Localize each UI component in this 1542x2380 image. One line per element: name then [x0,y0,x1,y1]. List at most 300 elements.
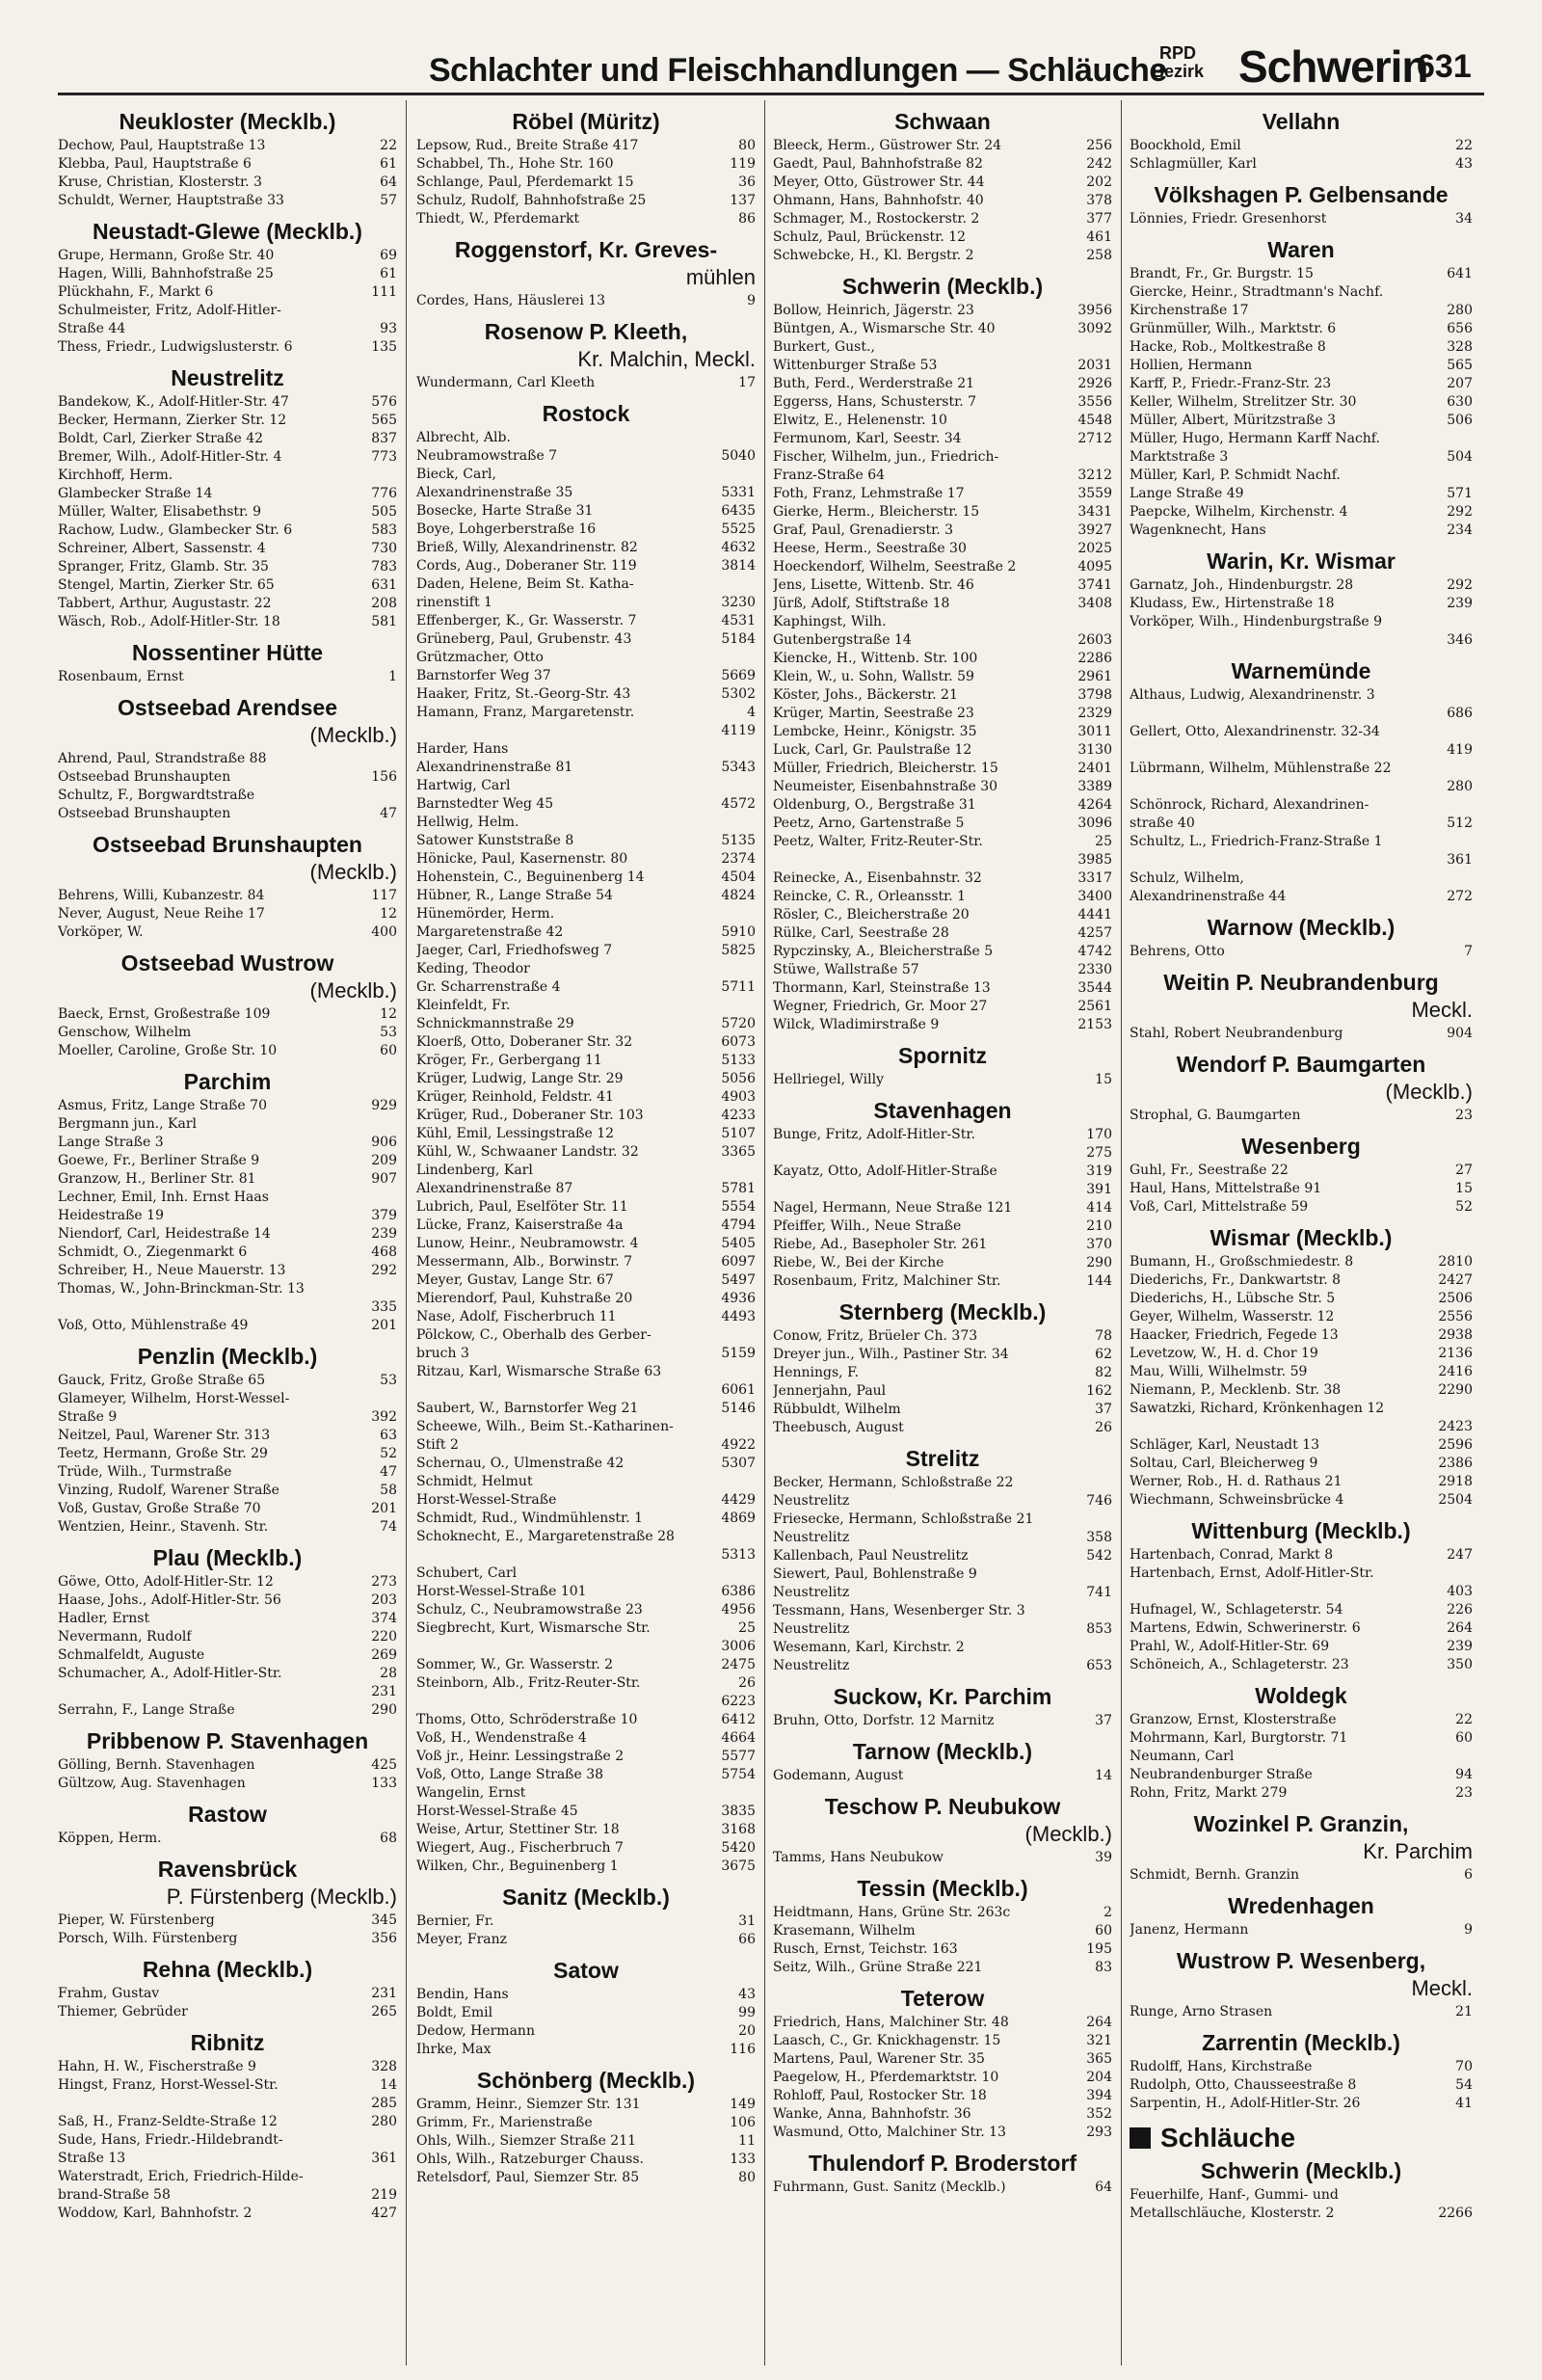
listing-phone: 15 [1455,1181,1473,1196]
listing-row [773,485,1112,503]
town-section [1130,181,1473,228]
listing-row [58,412,397,430]
listing-row [58,1573,397,1591]
listing-row [773,2014,1112,2032]
header-rule [58,93,1484,95]
listing-row [773,137,1112,155]
listing-name: Niemann, P., Mecklenb. Str. 38 [1130,1382,1342,1398]
listing-row [1130,1381,1473,1400]
listing-phone [750,1784,756,1803]
listing-row [416,1821,756,1839]
town-heading: Tarnow (Mecklb.) [852,1739,1033,1764]
listing-row [1130,1107,1473,1125]
listing-name: Schultz, F., Borgwardtstraße [58,788,255,803]
listing-name: Ostseebad Brunshaupten [58,769,231,785]
listing-phone: 3212 [1077,468,1112,483]
town-heading: Rastow [188,1802,267,1827]
listing-row [416,1418,756,1436]
listing-row [773,2179,1112,2197]
listing-row [58,668,397,686]
listing-row [416,923,756,942]
listing-name: Theebusch, August [773,1420,904,1435]
listing-name: Krüger, Rud., Doberaner Str. 103 [416,1108,644,1123]
listing-phone: 2330 [1077,962,1112,977]
listing-row [1130,2058,1473,2076]
listing-phone: 54 [1455,2077,1473,2093]
listing-name: Schabbel, Th., Hohe Str. 160 [416,156,614,172]
listing-phone: 5135 [721,833,756,848]
listing-row [773,375,1112,393]
listing-name: Neubramowstraße 7 [416,448,558,464]
listing-name: Wangelin, Ernst [416,1785,526,1801]
listing-phone [1106,448,1112,467]
listing-phone: 776 [371,486,397,501]
listing-phone: 15 [1095,1072,1112,1087]
listing-name: Voß, Carl, Mittelstraße 59 [1130,1199,1309,1215]
town-heading: Strelitz [905,1446,980,1471]
listing-row [1130,1418,1473,1436]
listing-row [773,1126,1112,1144]
listing-name: Hingst, Franz, Horst-Wessel-Str. [58,2077,279,2093]
listing-phone: 5040 [721,448,756,464]
listing-name: Grimm, Fr., Marienstraße [416,2115,593,2130]
listing-row [416,814,756,832]
listing-name: Lange Straße 3 [58,1135,164,1150]
listing-row [58,1463,397,1482]
listing-name: Rübbuldt, Wilhelm [773,1402,901,1417]
listing-row [416,1766,756,1784]
listing-name: Schmidt, Bernh. Granzin [1130,1867,1299,1883]
listing-name: Lechner, Emil, Inh. Ernst Haas [58,1190,269,1205]
listing-phone: 5825 [721,943,756,958]
listing-name: Lindenberg, Karl [416,1163,533,1178]
listing-name: Diederichs, H., Lübsche Str. 5 [1130,1291,1336,1306]
listing-phone: 4869 [721,1511,756,1526]
listing-row [1130,2095,1473,2113]
listing-phone [750,649,756,667]
listing-name: Thoms, Otto, Schröderstraße 10 [416,1712,638,1727]
listing-phone: 583 [371,522,397,538]
listing-row [773,1419,1112,1437]
listing-name: Bollow, Heinrich, Jägerstr. 23 [773,303,974,318]
listing-name: Voß, Otto, Mühlenstraße 49 [58,1318,249,1333]
listing-row [416,1162,756,1180]
listing-row [773,1767,1112,1785]
listing-phone: 6386 [721,1584,756,1599]
listing-phone: 3544 [1077,980,1112,996]
listing-row [773,540,1112,558]
listing-phone [1106,1474,1112,1492]
listing-row [416,1198,756,1217]
listing-name: Stahl, Robert Neubrandenburg [1130,1026,1343,1041]
listing-name: Conow, Fritz, Brüeler Ch. 373 [773,1328,978,1344]
town-heading: Roggenstorf, Kr. Greves- [454,237,718,262]
listing-row [1130,631,1473,650]
listing-row [416,1931,756,1949]
directory-column-3 [773,104,1112,2365]
listing-row [416,1436,756,1455]
listing-phone: 2926 [1077,376,1112,391]
listing-row [58,265,397,283]
listing-phone: 264 [1086,2015,1112,2030]
listing-phone: 28 [380,1666,397,1681]
listing-phone: 2475 [721,1657,756,1672]
listing-name: Wäsch, Rob., Adolf-Hitler-Str. 18 [58,614,280,629]
listing-phone: 116 [730,2042,756,2057]
listing-phone: 6073 [721,1034,756,1050]
listing-row [58,247,397,265]
listing-phone: 837 [371,431,397,446]
listing-name: Schernau, O., Ulmenstraße 42 [416,1456,625,1471]
listing-name: Lunow, Heinr., Neubramowstr. 4 [416,1236,639,1251]
listing-name: Fermunom, Karl, Seestr. 34 [773,431,962,446]
town-section [1130,1051,1473,1125]
listing-name: Barnstedter Weg 45 [416,796,554,812]
town-section [773,2150,1112,2197]
listing-phone: 391 [1086,1182,1112,1197]
listing-phone: 4572 [721,796,756,812]
listing-phone: 6412 [721,1712,756,1727]
listing-name: Gültzow, Aug. Stavenhagen [58,1776,246,1791]
listing-row [416,137,756,155]
listing-phone [1467,613,1473,631]
listing-name: Glambecker Straße 14 [58,486,213,501]
town-heading: Penzlin (Mecklb.) [137,1344,318,1369]
listing-phone: 47 [380,1464,397,1480]
listing-name: Margaretenstraße 42 [416,924,564,940]
listing-phone: 419 [1447,742,1473,758]
listing-name: Rudolph, Otto, Chausseestraße 8 [1130,2077,1357,2093]
listing-phone: 117 [371,888,397,903]
listing-name: Martens, Paul, Warener Str. 35 [773,2051,985,2067]
listing-name: Alexandrinenstraße 87 [416,1181,573,1196]
listing-name: Gutenbergstraße 14 [773,632,912,648]
listing-row [416,869,756,887]
listing-name: Plückhahn, F., Markt 6 [58,284,214,300]
listing-row [416,447,756,466]
listing-row [1130,1564,1473,1583]
listing-phone: 2374 [721,851,756,867]
listing-phone: 378 [1086,193,1112,208]
listing-phone: 929 [371,1098,397,1113]
listing-row [58,1042,397,1060]
listing-phone: 242 [1086,156,1112,172]
rpd-label [1152,44,1204,81]
listing-name: Wagenknecht, Hans [1130,522,1266,538]
listing-phone: 231 [371,1684,397,1699]
listing-row [1130,2076,1473,2095]
listing-phone: 11 [738,2133,756,2149]
listing-phone: 730 [371,541,397,556]
listing-row [416,740,756,759]
town-section [416,1957,756,2059]
listing-row [58,1646,397,1665]
listing-row [58,1518,397,1537]
listing-name: Bosecke, Harte Straße 31 [416,503,594,519]
listing-row [416,1271,756,1290]
listing-phone: 512 [1447,816,1473,831]
listing-row [416,1711,756,1729]
listing-name: Ritzau, Karl, Wismarsche Straße 63 [416,1364,662,1379]
town-section [1130,657,1473,906]
listing-row [58,1427,397,1445]
listing-name: Bleeck, Herm., Güstrower Str. 24 [773,138,1002,153]
listing-row [416,484,756,502]
listing-phone: 361 [371,2151,397,2166]
listing-row [773,174,1112,192]
listing-name: Thomas, W., John-Brinckman-Str. 13 [58,1281,305,1297]
listing-phone [391,787,397,805]
listing-phone: 5420 [721,1840,756,1856]
listing-row [1130,1326,1473,1345]
listing-phone: 43 [1455,156,1473,172]
listing-name: Grupe, Hermann, Große Str. 40 [58,248,275,263]
listing-phone: 25 [1095,834,1112,849]
town-section [1130,1810,1473,1885]
listing-name: Kühl, Emil, Lessingstraße 12 [416,1126,615,1141]
listing-name: Wanke, Anna, Bahnhofstr. 36 [773,2106,971,2122]
listing-name: Thiedt, W., Pferdemarkt [416,211,580,227]
listing-name: Gierke, Herm., Bleicherstr. 15 [773,504,980,520]
page-title: Schlachter und Fleischhandlungen — Schläuche [429,52,1167,89]
town-heading: Rostock [542,401,630,426]
listing-phone: 61 [380,266,397,281]
listing-name: Lücke, Franz, Kaiserstraße 4a [416,1217,624,1233]
listing-name: Schuldt, Werner, Hauptstraße 33 [58,193,284,208]
listing-name: Rohloff, Paul, Rostocker Str. 18 [773,2088,987,2103]
listing-row [773,1529,1112,1547]
listing-name: Neustrelitz [773,1493,850,1509]
listing-row [773,1016,1112,1034]
town-heading: Weitin P. Neubrandenburg [1163,970,1439,995]
listing-row [773,448,1112,467]
listing-name: Grünmüller, Wilh., Marktstr. 6 [1130,321,1337,336]
listing-row [1130,1656,1473,1674]
town-heading: Schönberg (Mecklb.) [476,2068,696,2093]
listing-row [773,1959,1112,1977]
bezirk-text: Bezirk [1152,62,1205,81]
listing-row [773,1565,1112,1584]
town-section [1130,1892,1473,1939]
listing-phone: 4441 [1077,907,1112,923]
listing-phone: 280 [371,2114,397,2129]
listing-name: Woddow, Karl, Bahnhofstr. 2 [58,2206,253,2221]
listing-phone: 12 [380,1006,397,1022]
town-section [1130,969,1473,1043]
listing-name: Lepsow, Rud., Breite Straße 417 [416,138,639,153]
listing-phone: 20 [738,2023,756,2039]
listing-phone: 565 [1447,358,1473,373]
listing-phone: 565 [371,413,397,428]
listing-row [58,1665,397,1683]
listing-row [1130,1363,1473,1381]
listing-row [416,1510,756,1528]
listing-name: Hoeckendorf, Wilhelm, Seestraße 2 [773,559,1017,575]
listing-row [1130,1455,1473,1473]
listing-name: Boldt, Emil [416,2005,493,2020]
listing-name: Genschow, Wilhelm [58,1025,192,1040]
listing-row [58,1189,397,1207]
listing-phone: 5497 [721,1272,756,1288]
listing-row [416,850,756,869]
listing-phone [1106,338,1112,357]
listing-name: Hellriegel, Willy [773,1072,885,1087]
listing-phone: 265 [371,2004,397,2019]
listing-row [1130,705,1473,723]
listing-phone: 52 [1455,1199,1473,1215]
listing-phone: 273 [371,1574,397,1590]
listing-phone [750,1418,756,1436]
listing-row [773,1922,1112,1940]
listing-phone: 5711 [721,979,756,995]
listing-row [58,750,397,768]
listing-name: Garnatz, Joh., Hindenburgstr. 28 [1130,577,1354,593]
listing-name: Klebba, Paul, Hauptstraße 6 [58,156,252,172]
listing-phone: 2386 [1438,1456,1473,1471]
listing-name: Straße 9 [58,1409,118,1425]
listing-row [58,1005,397,1024]
listing-phone: 137 [730,193,756,208]
listing-name: Rosenbaum, Fritz, Malchiner Str. [773,1273,1001,1289]
town-section [1130,1517,1473,1674]
listing-phone: 53 [380,1025,397,1040]
listing-name: Sommer, W., Gr. Wasserstr. 2 [416,1657,614,1672]
town-section [773,1298,1112,1437]
listing-name: Horst-Wessel-Straße 101 [416,1584,587,1599]
listing-row [1130,467,1473,485]
listing-row [416,557,756,575]
listing-phone [1106,1565,1112,1584]
listing-row [773,2032,1112,2050]
listing-name: Alexandrinenstraße 44 [1130,889,1287,904]
listing-row [773,1712,1112,1730]
listing-name: Krüger, Ludwig, Lange Str. 29 [416,1071,624,1086]
listing-name: Eggerss, Hans, Schusterstr. 7 [773,394,977,410]
listing-name: Rudolff, Hans, Kirchstraße [1130,2059,1313,2074]
listing-row [773,1904,1112,1922]
listing-phone: 2 [1103,1905,1112,1920]
listing-phone: 4119 [721,723,756,738]
listing-name: Albrecht, Alb. [416,430,511,445]
listing-row [416,1455,756,1473]
listing-row [58,1317,397,1335]
listing-phone: 4794 [721,1217,756,1233]
listing-phone: 2290 [1438,1382,1473,1398]
listing-row [1130,1638,1473,1656]
town-section [416,108,756,228]
listing-row [773,1492,1112,1511]
listing-row [773,650,1112,668]
listing-phone: 4257 [1077,925,1112,941]
listing-phone: 3400 [1077,889,1112,904]
listing-row [416,704,756,722]
listing-row [58,467,397,485]
town-heading: Warnemünde [1231,658,1371,683]
listing-phone [1467,1748,1473,1766]
listing-row [416,2096,756,2114]
listing-name: bruch 3 [416,1346,469,1361]
town-section [416,318,756,392]
listing-name: Friesecke, Hermann, Schloßstraße 21 [773,1511,1034,1527]
listing-row [773,210,1112,228]
listing-phone: 68 [380,1831,397,1846]
listing-name: Retelsdorf, Paul, Siemzer Str. 85 [416,2170,640,2185]
town-section [58,1856,397,1948]
listing-name: Pfeiffer, Wilh., Neue Straße [773,1218,962,1234]
listing-phone: 2416 [1438,1364,1473,1379]
listing-row [773,595,1112,613]
listing-name: Fuhrmann, Gust. Sanitz (Mecklb.) [773,2179,1006,2195]
listing-phone: 370 [1086,1237,1112,1252]
listing-phone: 5910 [721,924,756,940]
listing-phone: 207 [1447,376,1473,391]
listing-name: Runge, Arno Strasen [1130,2004,1273,2019]
listing-phone: 9 [747,293,756,308]
listing-name: Rypczinsky, A., Bleicherstraße 5 [773,944,994,959]
listing-phone: 5554 [721,1199,756,1215]
town-section [1130,1682,1473,1803]
listing-phone: 783 [371,559,397,575]
listing-row [1130,796,1473,815]
listing-row [416,1400,756,1418]
listing-row [416,1381,756,1400]
listing-phone: 2266 [1438,2206,1473,2221]
listing-name: Wilck, Wladimirstraße 9 [773,1017,940,1032]
listing-name: Ihrke, Max [416,2042,492,2057]
listing-phone: 247 [1447,1547,1473,1563]
listing-phone: 5184 [721,631,756,647]
page-number: 631 [1417,48,1472,85]
town-heading: Nossentiner Hütte [131,640,324,665]
listing-name: Wittenburger Straße 53 [773,358,938,373]
listing-row [416,1638,756,1656]
listing-row [416,1528,756,1546]
listing-row [773,302,1112,320]
listing-name: Behrens, Otto [1130,944,1225,959]
listing-phone: 62 [1095,1347,1112,1362]
listing-name: Neubrandenburger Straße [1130,1767,1313,1782]
listing-name: Laasch, C., Gr. Knickhagenstr. 15 [773,2033,1001,2048]
listing-row [416,777,756,795]
column-divider [406,100,407,2366]
listing-row [773,2124,1112,2142]
listing-name: Bieck, Carl, [416,467,496,482]
listing-name: Granzow, Ernst, Klosterstraße [1130,1712,1337,1727]
listing-name: Diederichs, Fr., Dankwartstr. 8 [1130,1272,1342,1288]
town-subheading: Kr. Parchim [1363,1839,1473,1863]
listing-phone: 94 [1455,1767,1473,1782]
listing-row [416,2022,756,2041]
listing-name: Reinecke, A., Eisenbahnstr. 32 [773,870,982,886]
listing-row [773,412,1112,430]
listing-name: Boockhold, Emil [1130,138,1241,153]
listing-phone: 6435 [721,503,756,519]
town-section [58,1343,397,1537]
listing-row [58,1408,397,1427]
listing-phone: 3835 [721,1804,756,1819]
city-title: Schwerin [1238,41,1428,92]
town-heading: Röbel (Müritz) [512,109,660,134]
listing-phone [750,575,756,594]
listing-row [1130,1583,1473,1601]
listing-name: Krüger, Reinhold, Feldstr. 41 [416,1089,614,1105]
listing-row [1130,2205,1473,2223]
listing-row [58,1152,397,1170]
listing-phone: 272 [1447,889,1473,904]
listing-phone: 170 [1086,1127,1112,1142]
town-section [1130,1947,1473,2021]
listing-phone: 394 [1086,2088,1112,2103]
